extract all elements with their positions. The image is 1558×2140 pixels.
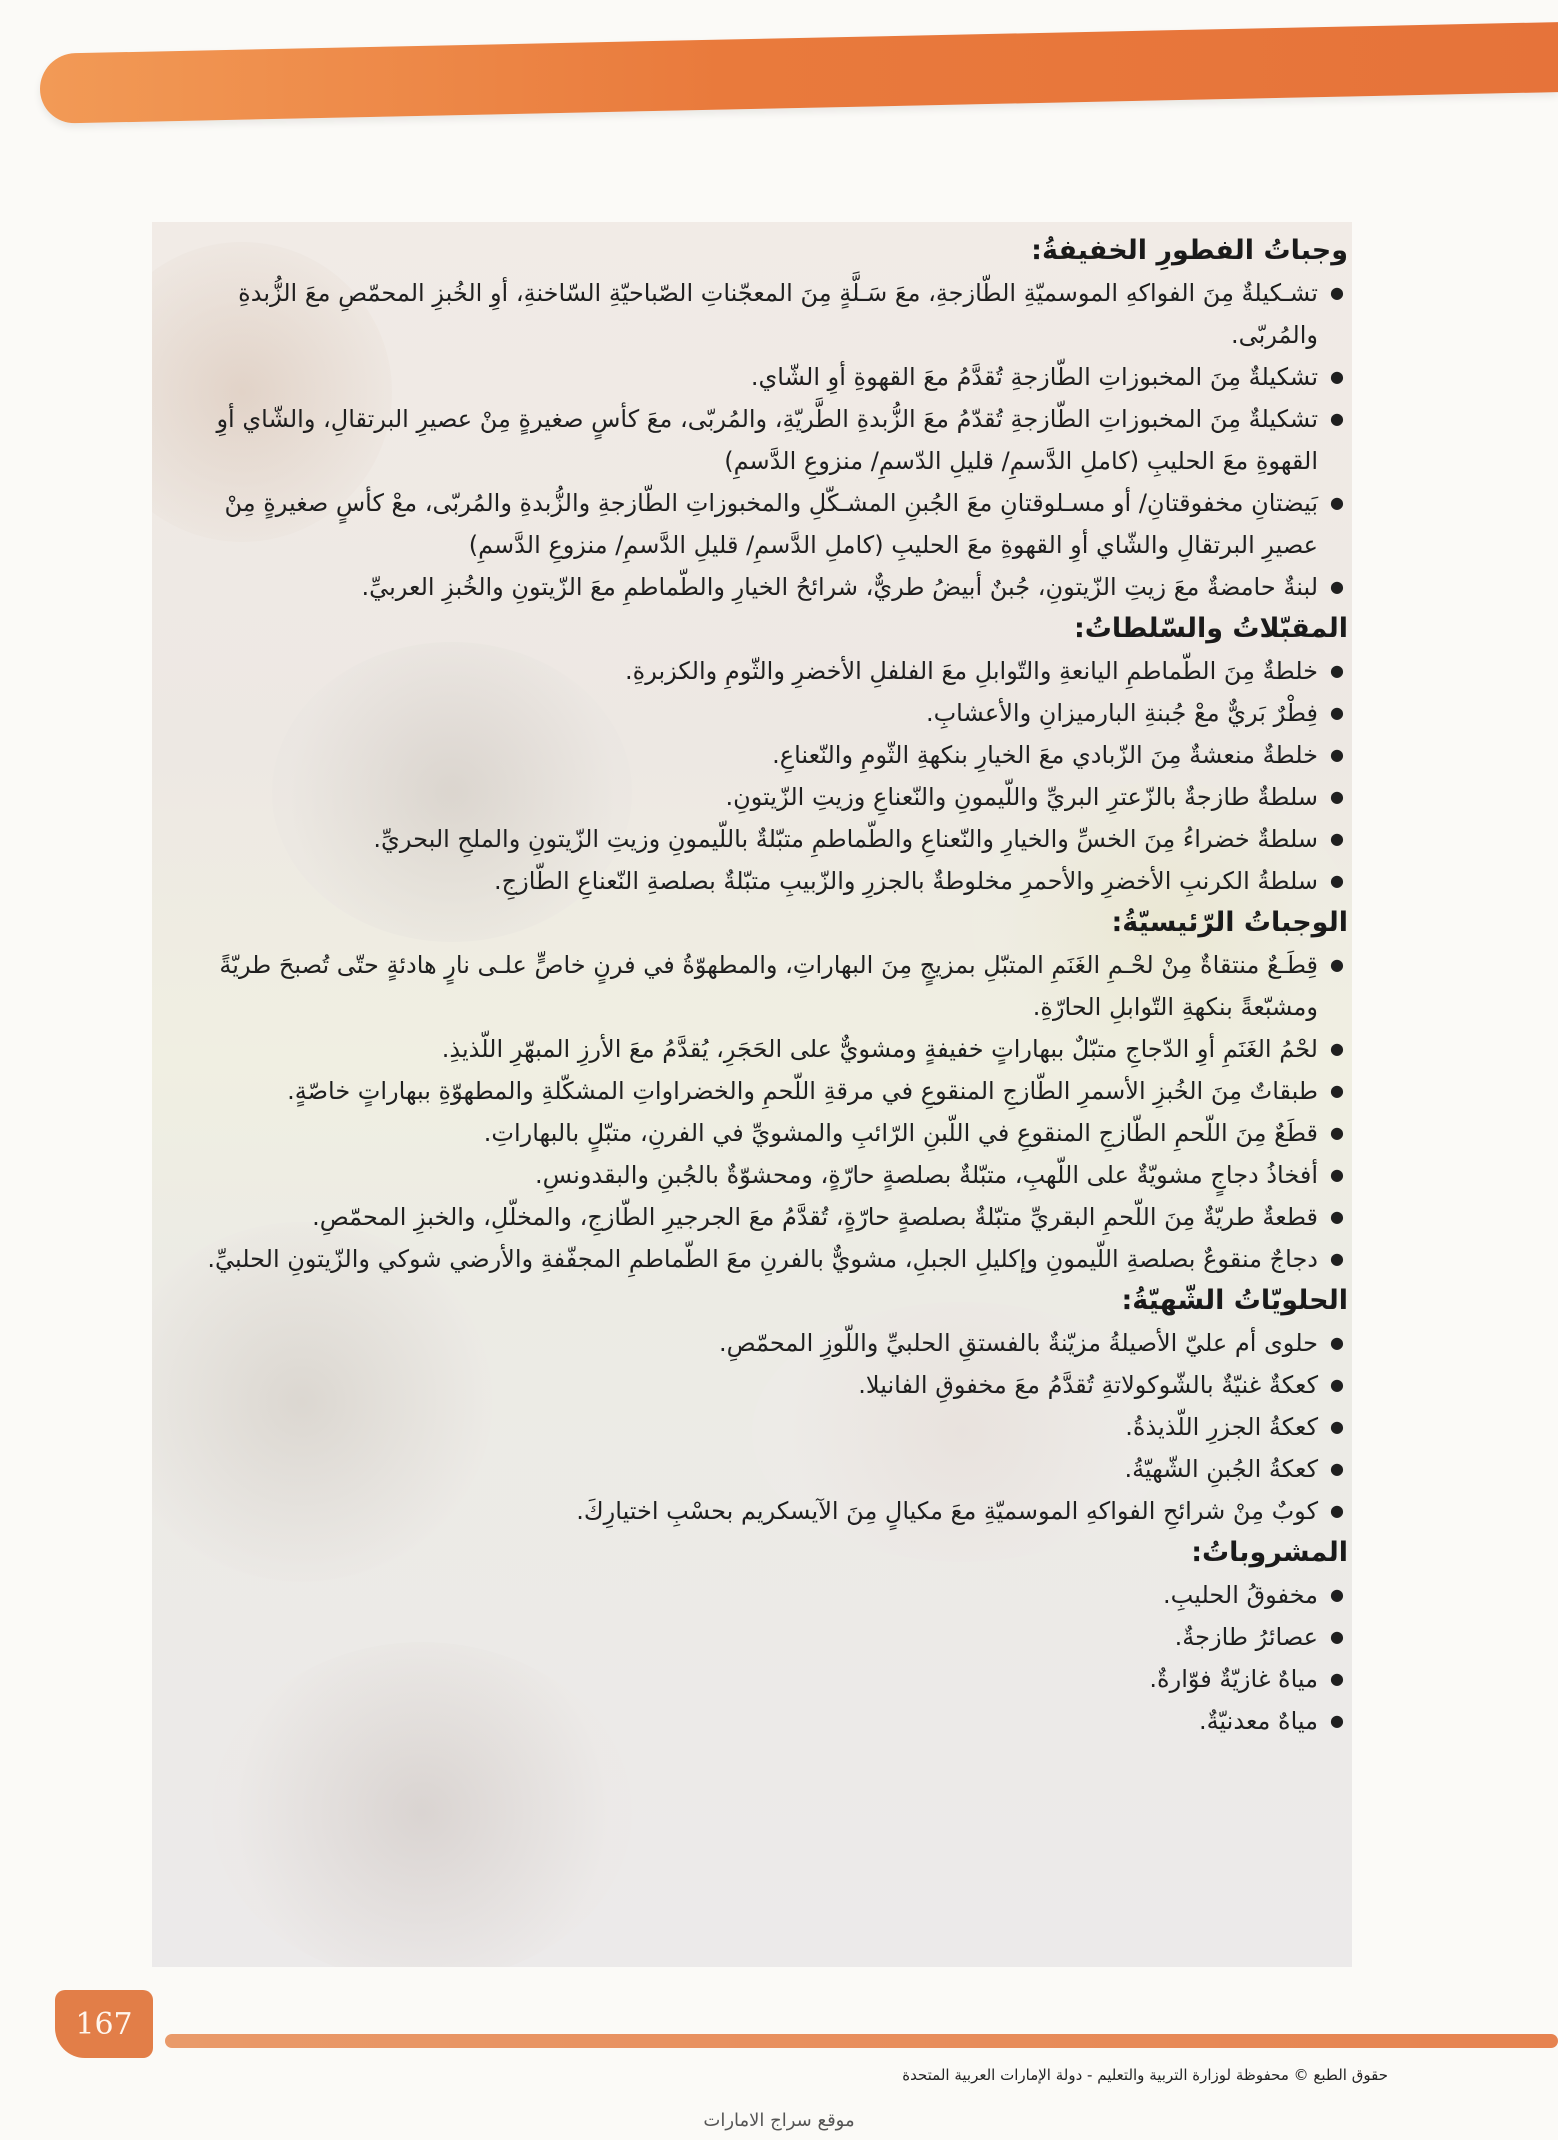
list-item: ● قطعةٌ طريّةٌ مِنَ اللّحمِ البقريِّ متبّلةٌ بصلصةٍ حارّةٍ، تُقدَّمُ معَ الجرجيرِ الطّازجِ، والمخلّلِ، والخبزِ المحمّصِ. <box>170 1196 1348 1238</box>
list-item: ● سلطةُ الكرنبِ الأخضرِ والأحمرِ مخلوطةٌ بالجزرِ والزّبيبِ متبّلةٌ بصلصةِ النّعناعِ الطّازجِ. <box>170 860 1348 902</box>
top-decorative-band <box>40 22 1558 124</box>
list-item: ● طبقاتٌ مِنَ الخُبزِ الأسمرِ الطّازجِ المنقوعِ في مرقةِ اللّحمِ والخضراواتِ المشكّلةِ والمطهوّةِ ببهاراتٍ خاصّةٍ. <box>170 1070 1348 1112</box>
list-item: ● لبنةٌ حامضةٌ معَ زيتِ الزّيتونِ، جُبنٌ أبيضُ طريٌّ، شرائحُ الخيارِ والطّماطمِ معَ الزّيتونِ والخُبزِ العربيِّ. <box>170 566 1348 608</box>
footer-divider <box>165 2034 1558 2048</box>
section-list <box>170 1574 1348 1742</box>
list-item: ● تشكيلةٌ مِنَ المخبوزاتِ الطّازجةِ تُقدّمُ معَ الزُّبدةِ الطَّريّةِ، والمُربّى، معَ كأسٍ صغيرةٍ مِنْ عصيرِ البرتقالِ، والشّاي أوِ القهوةِ معَ الحليبِ (كاملِ الدَّسمِ/ قليلِ الدّسمِ/ منزوعِ الدَّسمِ) <box>170 398 1348 482</box>
section-title: الوجباتُ الرّئيسيّةُ: <box>1111 907 1348 938</box>
list-item: ● كعكةُ الجُبنِ الشّهيّةُ. <box>170 1448 1348 1490</box>
list-item: ● دجاجٌ منقوعٌ بصلصةِ اللّيمونِ وإكليلِ الجبلِ، مشويٌّ بالفرنِ معَ الطّماطمِ المجفّفةِ والأرضي شوكي والزّيتونِ الحلبيِّ. <box>170 1238 1348 1280</box>
list-item: ● مياهٌ غازيّةٌ فوّارةٌ. <box>170 1658 1348 1700</box>
menu-text-column <box>170 230 1348 1960</box>
section-list <box>170 272 1348 608</box>
list-item: ● سلطةٌ طازجةٌ بالزّعترِ البريِّ واللّيمونِ والنّعناعِ وزيتِ الزّيتونِ. <box>170 776 1348 818</box>
list-item: ● مخفوقُ الحليبِ. <box>170 1574 1348 1616</box>
list-item: ● بَيضتانِ مخفوقتانِ/ أو مسـلوقتانِ معَ الجُبنِ المشـكّلِ والمخبوزاتِ الطّازجةِ والزُّبدةِ والمُربّى، معْ كأسٍ صغيرةٍ مِنْ عصيرِ البرتقالِ والشّاي أوِ القهوةِ معَ الحليبِ (كاملِ الدَّسمِ/ قليلِ الدَّسمِ/ منزوعِ الدَّسمِ) <box>170 482 1348 566</box>
list-item: ● عصائرُ طازجةٌ. <box>170 1616 1348 1658</box>
list-item: ● خلطةٌ مِنَ الطّماطمِ اليانعةِ والتّوابلِ معَ الفلفلِ الأخضرِ والثّومِ والكزبرةِ. <box>170 650 1348 692</box>
section-title: الحلويّاتُ الشّهيّةُ: <box>1121 1285 1348 1316</box>
section-list <box>170 944 1348 1280</box>
list-item: ● كعكةُ الجزرِ اللّذيذةُ. <box>170 1406 1348 1448</box>
list-item: ● تشكيلةٌ مِنَ المخبوزاتِ الطّازجةِ تُقدَّمُ معَ القهوةِ أوِ الشّاي. <box>170 356 1348 398</box>
list-item: ● خلطةٌ منعشةٌ مِنَ الزّبادي معَ الخيارِ بنكهةِ الثّومِ والنّعناعِ. <box>170 734 1348 776</box>
list-item: ● مياهٌ معدنيّةٌ. <box>170 1700 1348 1742</box>
source-watermark: موقع سراج الامارات <box>703 2110 855 2131</box>
list-item: ● لحْمُ الغَنَمِ أوِ الدّجاجِ متبّلٌ ببهاراتٍ خفيفةٍ ومشويٌّ على الحَجَرِ، يُقدَّمُ معَ الأرزِ المبهّرِ اللّذيذِ. <box>170 1028 1348 1070</box>
list-item: ● تشـكيلةٌ مِنَ الفواكهِ الموسميّةِ الطّازجةِ، معَ سَـلَّةٍ مِنَ المعجّناتِ الصّباحيّةِ السّاخنةِ، أوِ الخُبزِ المحمّصِ معَ الزُّبدةِ والمُربّى. <box>170 272 1348 356</box>
list-item: ● حلوى أم عليّ الأصيلةُ مزيّنةٌ بالفستقِ الحلبيِّ واللّوزِ المحمّصِ. <box>170 1322 1348 1364</box>
section-main-dishes <box>170 902 1348 1280</box>
list-item: ● كعكةٌ غنيّةٌ بالشّوكولاتةِ تُقدَّمُ معَ مخفوقِ الفانيلا. <box>170 1364 1348 1406</box>
list-item: ● قطَعٌ مِنَ اللّحمِ الطّازجِ المنقوعِ في اللّبنِ الرّائبِ والمشويِّ في الفرنِ، متبّلٍ بالبهاراتِ. <box>170 1112 1348 1154</box>
page-number: 167 <box>75 2006 133 2042</box>
section-title: المشروباتُ: <box>1191 1537 1348 1568</box>
section-title: المقبّلاتُ والسّلطاتُ: <box>1073 613 1348 644</box>
section-title: وجباتُ الفطورِ الخفيفةُ: <box>1031 235 1348 266</box>
list-item: ● سلطةٌ خضراءُ مِنَ الخسِّ والخيارِ والنّعناعِ والطّماطمِ متبّلةٌ باللّيمونِ وزيتِ الزّيتونِ والملحِ البحريِّ. <box>170 818 1348 860</box>
list-item: ● قِطَـعٌ منتقاةٌ مِنْ لحْـمِ الغَنَمِ المتبّلِ بمزيجٍ مِنَ البهاراتِ، والمطهوّةُ في فرنٍ خاصٍّ علـى نارٍ هادئةٍ حتّى تُصبحَ طريّةً ومشبّعةً بنكهةِ التّوابلِ الحارّةِ. <box>170 944 1348 1028</box>
section-list <box>170 650 1348 902</box>
page-number-badge <box>55 1990 153 2058</box>
section-drinks <box>170 1532 1348 1742</box>
section-appetizers <box>170 608 1348 902</box>
section-breakfast <box>170 230 1348 608</box>
section-desserts <box>170 1280 1348 1532</box>
copyright-notice: حقوق الطبع © محفوظة لوزارة التربية والتعليم - دولة الإمارات العربية المتحدة <box>902 2066 1388 2084</box>
section-list <box>170 1322 1348 1532</box>
list-item: ● كوبٌ مِنْ شرائحِ الفواكهِ الموسميّةِ معَ مكيالٍ مِنَ الآيسكريم بحسْبِ اختيارِكَ. <box>170 1490 1348 1532</box>
list-item: ● فِطْرٌ بَريٌّ معْ جُبنةِ البارميزانِ والأعشابِ. <box>170 692 1348 734</box>
list-item: ● أفخاذُ دجاجٍ مشويّةٌ على اللّهبِ، متبّلةٌ بصلصةٍ حارّةٍ، ومحشوّةٌ بالجُبنِ والبقدونسِ. <box>170 1154 1348 1196</box>
